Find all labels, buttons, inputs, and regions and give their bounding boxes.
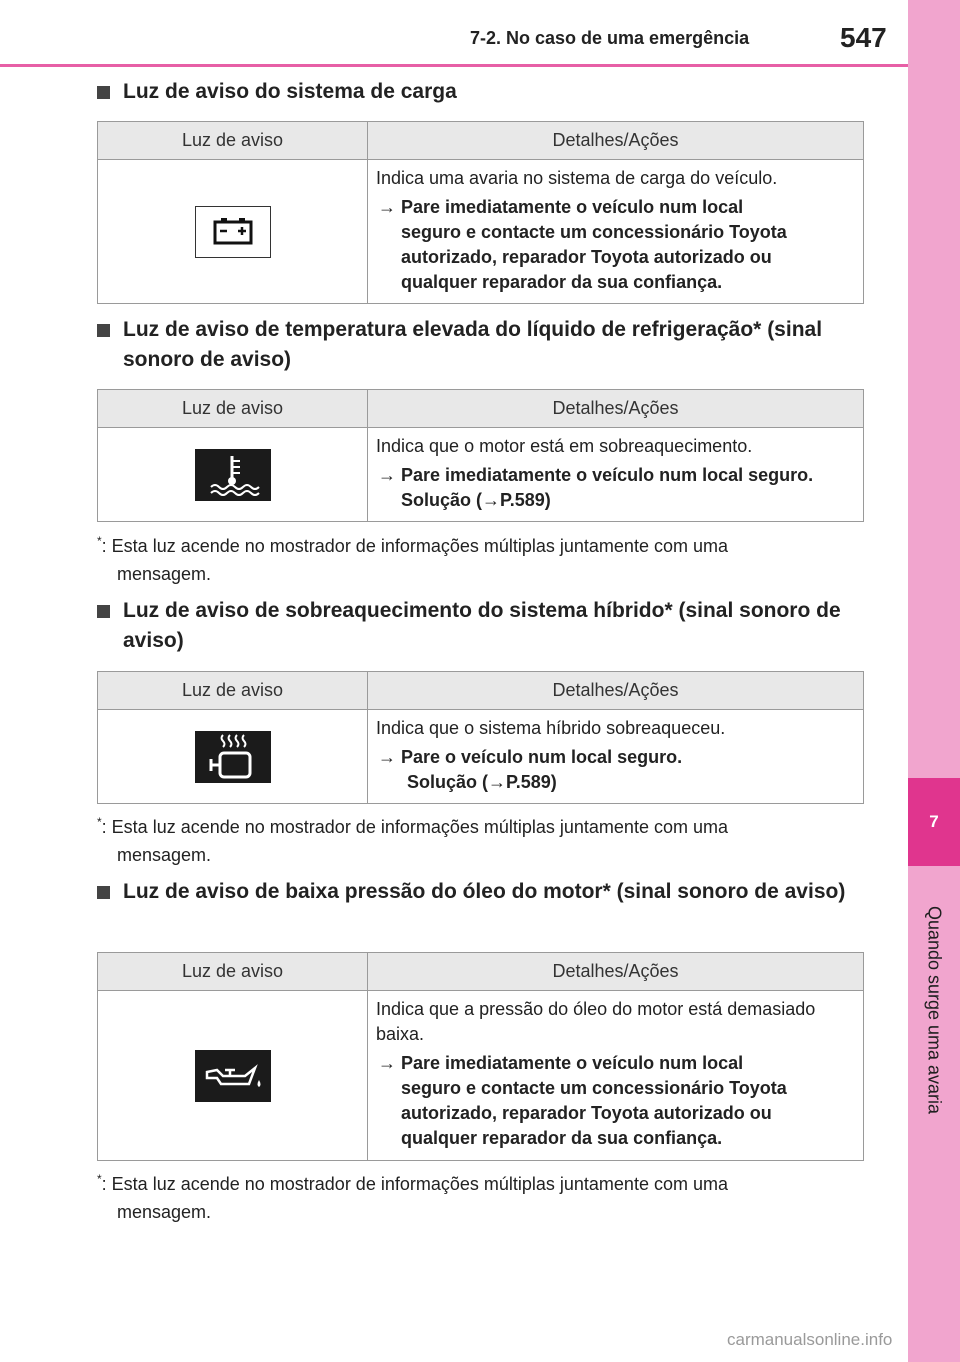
details-cell [368, 428, 864, 522]
chapter-side-strip [908, 0, 960, 1362]
footnote: *: Esta luz acende no mostrador de informações múltiplas juntamente com uma mensagem. [97, 1172, 728, 1222]
details-cell [368, 991, 864, 1161]
chapter-label: Quando surge uma avaria [924, 905, 945, 1115]
warning-table-hybrid-overheat [97, 671, 864, 804]
warning-description: Indica que a pressão do óleo do motor está demasiado baixa. [376, 999, 816, 1044]
section-title: 7-2. No caso de uma emergência [470, 28, 750, 48]
square-bullet-icon [97, 605, 110, 618]
section-heading-coolant: Luz de aviso de temperatura elevada do líquido de refrigeração* (sinal sonoro de aviso) [97, 315, 867, 375]
table-header-warning-light: Luz de aviso [98, 122, 368, 160]
warning-table-oil-pressure [97, 952, 864, 1161]
section-heading-oil-pressure: Luz de aviso de baixa pressão do óleo do motor* (sinal sonoro de aviso) [97, 877, 867, 907]
square-bullet-icon [97, 886, 110, 899]
footnote: *: Esta luz acende no mostrador de informações múltiplas juntamente com uma mensagem. [97, 534, 728, 584]
arrow-icon: → [378, 465, 396, 485]
icon-cell [98, 710, 368, 804]
section-heading-hybrid-overheat: Luz de aviso de sobreaquecimento do sistema híbrido* (sinal sonoro de aviso) [97, 596, 867, 656]
icon-cell [98, 991, 368, 1161]
table-header-details: Detalhes/Ações [368, 390, 864, 428]
warning-action: → Pare imediatamente o veículo num local seguro e contacte um concessionário Toyota autorizado, reparador Toyota autorizado ou qualquer reparador da sua confiança. [378, 197, 787, 292]
square-bullet-icon [97, 324, 110, 337]
battery-icon [195, 206, 271, 258]
table-header-details: Detalhes/Ações [368, 122, 864, 160]
warning-description: Indica que o motor está em sobreaquecimento. [376, 436, 753, 456]
warning-table-charging [97, 121, 864, 304]
header-rule [0, 64, 908, 67]
icon-cell [98, 160, 368, 304]
chapter-number-tab: 7 [908, 778, 960, 866]
table-header-details: Detalhes/Ações [368, 953, 864, 991]
table-header-warning-light: Luz de aviso [98, 672, 368, 710]
footnote: *: Esta luz acende no mostrador de informações múltiplas juntamente com uma mensagem. [97, 815, 728, 865]
page-number: 547 [840, 22, 887, 53]
details-cell [368, 710, 864, 804]
coolant-temperature-icon [195, 449, 271, 501]
table-header-warning-light: Luz de aviso [98, 953, 368, 991]
warning-action: → Pare imediatamente o veículo num local seguro. Solução (→P.589) [378, 465, 814, 510]
section-heading-charging: Luz de aviso do sistema de carga [97, 77, 867, 107]
watermark: carmanualsonline.info [727, 1330, 893, 1349]
arrow-icon: → [378, 197, 396, 217]
oil-pressure-icon [195, 1050, 271, 1102]
icon-cell [98, 428, 368, 522]
hybrid-system-overheat-icon [195, 731, 271, 783]
warning-description: Indica uma avaria no sistema de carga do veículo. [376, 168, 778, 188]
table-header-details: Detalhes/Ações [368, 672, 864, 710]
warning-table-coolant [97, 389, 864, 522]
square-bullet-icon [97, 86, 110, 99]
table-header-warning-light: Luz de aviso [98, 390, 368, 428]
warning-action: → Pare o veículo num local seguro. Solução (→P.589) [378, 747, 683, 792]
arrow-icon: → [378, 1053, 396, 1073]
warning-description: Indica que o sistema híbrido sobreaqueceu. [376, 718, 726, 738]
arrow-icon: → [378, 747, 396, 767]
details-cell [368, 160, 864, 304]
warning-action: → Pare imediatamente o veículo num local seguro e contacte um concessionário Toyota autorizado, reparador Toyota autorizado ou qualquer reparador da sua confiança. [378, 1053, 787, 1148]
